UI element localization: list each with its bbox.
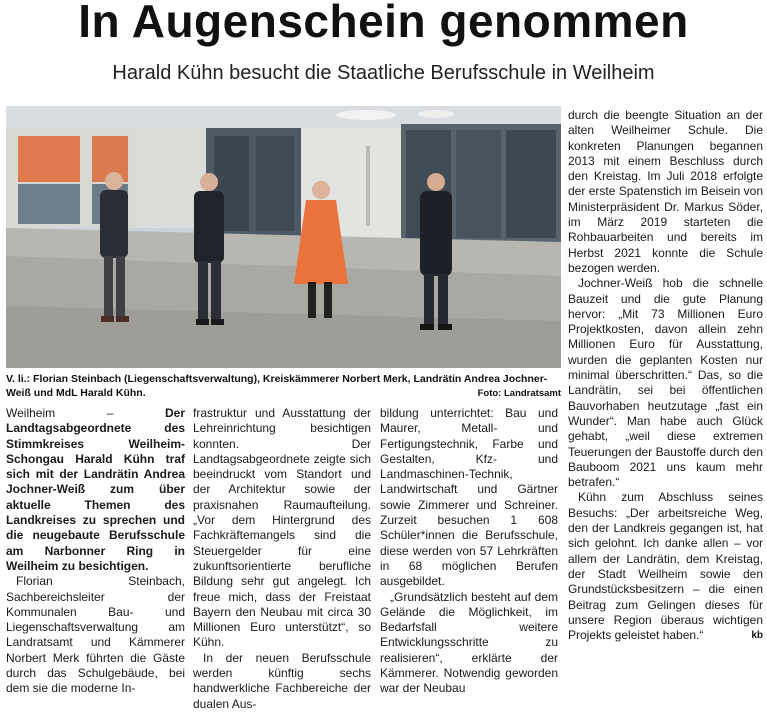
photo-caption — [6, 372, 561, 401]
caption-text: V. li.: Florian Steinbach (Liegenschaftsverwaltung), Kreiskämmerer Norbert Merk, Landrätin Andrea Jochner-Weiß und MdL Harald Kühn. — [6, 373, 548, 399]
article-column-1 — [6, 406, 185, 697]
lead-text: Der Landtagsabgeordnete des Stimmkreises Weilheim-Schongau Harald Kühn traf sich mit der Landrätin Andrea Jochner-Weiß zum über aktuelle Themen des Landkreises zu sprechen und die neugebaute Berufsschule am Narbonner Ring in Weilheim zu besichtigen. — [6, 406, 185, 573]
article-column-3 — [380, 406, 558, 697]
body-paragraph: frastruktur und Ausstattung der Lehreinrichtung besichtigen konnten. Der Landtagsabgeordnete zeigte sich beeindruckt vom Standort und der Architektur sowie der praxisnahen Raumaufteilung. „Vor dem Hintergrund des Fachkräftemangels sind die Steuergelder für eine zukunftsorientierte berufliche Bildung sehr gut angelegt. Ich freue mich, dass der Freistaat Bayern den Neubau mit circa 30 Millionen Euro unterstützt“, so Kühn. — [193, 406, 371, 650]
article-subheadline: Harald Kühn besucht die Staatliche Berufsschule in Weilheim — [112, 62, 655, 84]
author-signature: kb — [751, 630, 763, 642]
photo-credit: Foto: Landratsamt — [477, 388, 561, 399]
lead-paragraph — [6, 406, 185, 574]
body-paragraph: durch die beengte Situation an der alten Weilheimer Schule. Die konkreten Planungen begannen 2013 mit einem Beschluss durch den Kreistag. Im Juli 2018 erfolgte der erste Spatenstich im Beisein von Ministerpräsident Dr. Markus Söder, im März 2019 starteten die Rohbauarbeiten und bereits im Herbst 2021 konnte die Schule bezogen werden. — [568, 108, 763, 275]
body-paragraph: bildung unterrichtet: Bau und Maurer, Metall- und Fertigungstechnik, Farbe und Gestalten, Kfz- und Landmaschinen-Technik, Landwirtschaft und Gärtner sowie Zimmerer und Schreiner. Zurzeit besuchen 1 608 Schüler*innen die Berufsschule, diese werden von 57 Lehrkräften in 68 möglichen Berufen ausgebildet. — [380, 406, 558, 589]
article-column-4 — [568, 108, 763, 643]
dateline: Weilheim – — [6, 406, 165, 420]
article-headline: In Augenschein genommen — [78, 0, 689, 47]
body-paragraph — [568, 490, 763, 643]
body-paragraph: Florian Steinbach, Sachbereichsleiter der Kommunalen Bau- und Liegenschaftsverwaltung am Landratsamt und Kämmerer Norbert Merk führten die Gäste durch das Schulgebäude, bei dem sie die moderne In- — [6, 574, 185, 696]
closing-text: Kühn zum Abschluss seines Besuchs: „Der arbeitsreiche Weg, den der Landkreis gegangen ist, hat sich gelohnt. Ich danke allen – vor allem der Landrätin, dem Kreistag, der Stadt Weilheim sowie den Grundstücksbesitzern – die einen Beitrag zum Gelingen dieses für unsere Region überaus wichtigen Projekts geleistet haben.“ — [568, 490, 763, 643]
body-paragraph: Jochner-Weiß hob die schnelle Bauzeit und die gute Planung hervor: „Mit 73 Millionen Euro Projektkosten, davon allein zehn Millionen Euro für Ausstattung, wurden die geplanten Kosten nur minimal überschritten.“ Das, so die Landrätin, sei bei öffentlichen Bauvorhaben heutzutage „fast ein Wunder“. Man habe auch Glück gehabt, „weil diese extremen Teuerungen der Baustoffe durch den Bauboom 2021 uns kaum mehr betrafen.“ — [568, 276, 763, 490]
article-photo — [6, 106, 561, 368]
body-paragraph: „Grundsätzlich besteht auf dem Gelände die Möglichkeit, im Bedarfsfall weitere Entwicklungsschritte zu realisieren“, erklärte der Kämmerer. Notwendig geworden war der Neubau — [380, 589, 558, 696]
body-paragraph: In der neuen Berufsschule werden künftig sechs handwerkliche Fachbereiche der dualen Aus- — [193, 650, 371, 711]
article-column-2 — [193, 406, 371, 712]
